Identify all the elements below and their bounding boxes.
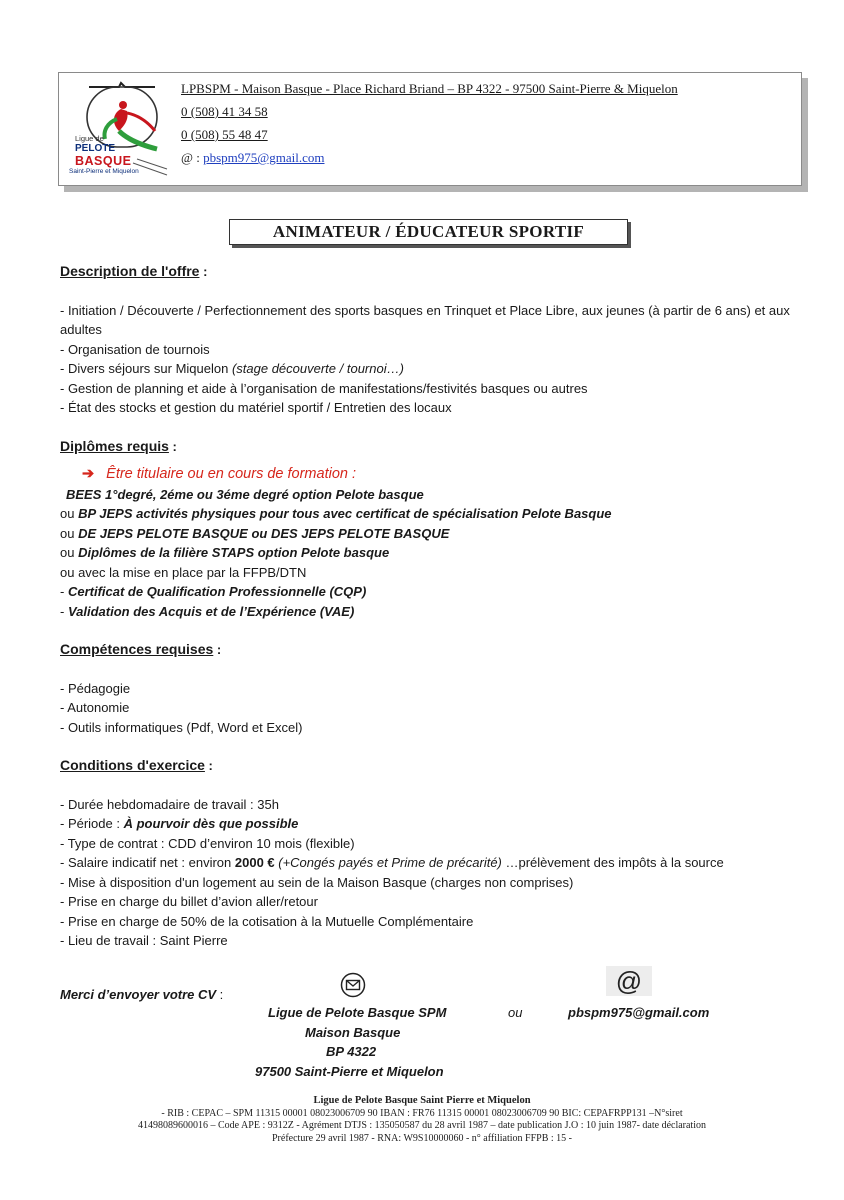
footer-title: Ligue de Pelote Basque Saint Pierre et Miquelon: [313, 1095, 531, 1106]
postal-address-line-4: 97500 Saint-Pierre et Miquelon: [255, 1064, 444, 1079]
diploma-dash: -: [60, 603, 68, 619]
diploma-bp-text: BP JEPS activités physiques pour tous avec certificat de spécialisation Pelote Basque: [78, 506, 612, 521]
description-item-italic: (stage découverte / tournoi…): [231, 361, 404, 376]
send-cv-label-text: Merci d’envoyer votre CV: [60, 987, 217, 1002]
condition-duree: - Durée hebdomadaire de travail : 35h: [60, 796, 279, 812]
salaire-italic: (+Congés payés et Prime de précarité): [274, 855, 502, 870]
diploma-cqp: [60, 582, 790, 602]
condition-item: - Prise en charge du billet d’avion aller/retour: [60, 894, 318, 909]
description-heading-text: Description de l'offre: [60, 263, 200, 279]
diploma-dash: -: [60, 584, 68, 599]
letterhead-phone-1: 0 (508) 41 34 58: [181, 104, 268, 119]
diploma-ffpb: ou avec la mise en place par la FFPB/DTN: [60, 564, 307, 580]
diplomes-highlight: [60, 465, 790, 485]
condition-periode-value: À pourvoir dès que possible: [123, 816, 299, 831]
diploma-cqp-text: Certificat de Qualification Professionnelle (CQP): [67, 584, 367, 599]
footer-line-1: - RIB : CEPAC – SPM 11315 00001 08023006709 90 IBAN : FR76 11315 00001 08023006709 90 BIC: CEPAFRPP131 –N°siret: [161, 1107, 683, 1119]
contact-or: ou: [508, 1005, 523, 1020]
description-item: - Organisation de tournois: [60, 341, 210, 357]
spacer: [60, 621, 790, 640]
salaire-end: …prélèvement des impôts à la source: [501, 855, 724, 870]
competence-item: - Outils informatiques (Pdf, Word et Excel): [60, 719, 303, 735]
diplomes-heading: [60, 437, 790, 457]
spacer: [60, 737, 790, 756]
spacer: [60, 660, 790, 679]
letterhead-phone-2: 0 (508) 55 48 47: [181, 127, 268, 142]
condition-item: - Prise en charge de 50% de la cotisation à la Mutuelle Complémentaire: [60, 913, 474, 929]
diploma-vae: [60, 602, 790, 622]
postal-address-line-1: Ligue de Pelote Basque SPM: [268, 1005, 447, 1020]
competence-item: - Autonomie: [60, 700, 130, 715]
footer-line-3: Préfecture 29 avril 1987 - RNA: W9S10000060 - n° affiliation FFPB : 15 -: [272, 1132, 572, 1144]
letterhead-address: LPBSPM - Maison Basque - Place Richard Briand – BP 4322 - 97500 Saint-Pierre & Miquelon: [181, 81, 678, 96]
envelope-icon: [340, 972, 366, 998]
competences-heading-colon: :: [213, 642, 222, 657]
job-title: ANIMATEUR / ÉDUCATEUR SPORTIF: [229, 219, 628, 245]
send-cv-label: [60, 987, 223, 1002]
letterhead: [58, 72, 802, 186]
condition-salaire: [60, 853, 790, 873]
conditions-heading: [60, 756, 790, 776]
diploma-vae-text: Validation des Acquis et de l’Expérience (VAE): [67, 603, 355, 619]
offer-body: [60, 262, 790, 951]
diploma-bees: BEES 1°degré, 2éme ou 3éme degré option Pelote basque: [66, 486, 424, 502]
email-prefix: @ :: [181, 150, 200, 165]
condition-item: - Lieu de travail : Saint Pierre: [60, 933, 228, 948]
diplomes-heading-text: Diplômes requis: [60, 437, 169, 454]
diploma-de-text: DE JEPS PELOTE BASQUE ou DES JEPS PELOTE BASQUE: [78, 525, 450, 541]
salaire-label: - Salaire indicatif net : environ: [60, 855, 235, 870]
condition-periode: [60, 814, 790, 834]
diploma-staps-text: Diplômes de la filière STAPS option Pelote basque: [78, 545, 390, 560]
diploma-ou: ou: [60, 545, 79, 560]
diplomes-highlight-text: Être titulaire ou en cours de formation :: [106, 466, 357, 482]
logo-line-1: Ligue de: [75, 134, 104, 143]
conditions-heading-colon: :: [204, 758, 213, 773]
description-item-text: - Divers séjours sur Miquelon: [60, 361, 232, 376]
arrow-right-icon: ➔: [82, 466, 95, 482]
postal-address-line-3: BP 4322: [326, 1044, 377, 1059]
at-sign-icon: @: [606, 966, 652, 996]
competence-item: - Pédagogie: [60, 680, 131, 696]
logo-line-2: PELOTE: [75, 143, 116, 154]
logo-line-4: Saint-Pierre et Miquelon: [69, 168, 139, 175]
spacer: [60, 456, 790, 465]
description-item: - Gestion de planning et aide à l’organisation de manifestations/festivités basques ou autres: [60, 380, 588, 396]
diploma-de: [60, 524, 790, 544]
contact-email[interactable]: pbspm975@gmail.com: [568, 1005, 710, 1020]
description-item: - Initiation / Découverte / Perfectionnement des sports basques en Trinquet et Place Libre, aux jeunes (à partir de 6 ans) et aux adultes: [60, 302, 790, 337]
description-item: [60, 359, 790, 379]
diploma-bp: [60, 504, 790, 524]
condition-contrat: - Type de contrat : CDD d’environ 10 mois (flexible): [60, 835, 355, 851]
spacer: [60, 776, 790, 795]
logo-line-3: BASQUE: [75, 154, 132, 168]
postal-address-line-2: Maison Basque: [305, 1025, 401, 1040]
spacer: [60, 418, 790, 437]
letterhead-email-link[interactable]: pbspm975@gmail.com: [203, 150, 325, 165]
competences-heading-text: Compétences requises: [60, 641, 214, 657]
conditions-heading-text: Conditions d'exercice: [60, 757, 205, 773]
description-heading-colon: :: [199, 264, 208, 279]
spacer: [60, 282, 790, 301]
condition-periode-label: - Période :: [60, 816, 124, 831]
diploma-ou: ou: [60, 525, 79, 541]
letterhead-email-line: [181, 150, 678, 166]
condition-item: - Mise à disposition d'un logement au sein de la Maison Basque (charges non comprises): [60, 874, 574, 890]
description-heading: [60, 262, 790, 282]
description-item: - État des stocks et gestion du matériel sportif / Entretien des locaux: [60, 400, 452, 415]
competences-heading: [60, 640, 790, 660]
letterhead-contact: [181, 81, 678, 173]
salaire-value: 2000 €: [234, 855, 275, 870]
send-cv-colon: :: [216, 987, 224, 1002]
league-logo: [67, 79, 172, 177]
diploma-ou: ou: [60, 506, 79, 521]
diploma-staps: [60, 543, 790, 563]
footer: [60, 1095, 784, 1145]
footer-line-2: 41498089600016 – Code APE : 9312Z - Agrément DTJS : 135050587 du 28 avril 1987 – date publication J.O : 10 juin 1987- date déclaration: [138, 1120, 706, 1131]
diplomes-heading-colon: :: [168, 438, 177, 454]
